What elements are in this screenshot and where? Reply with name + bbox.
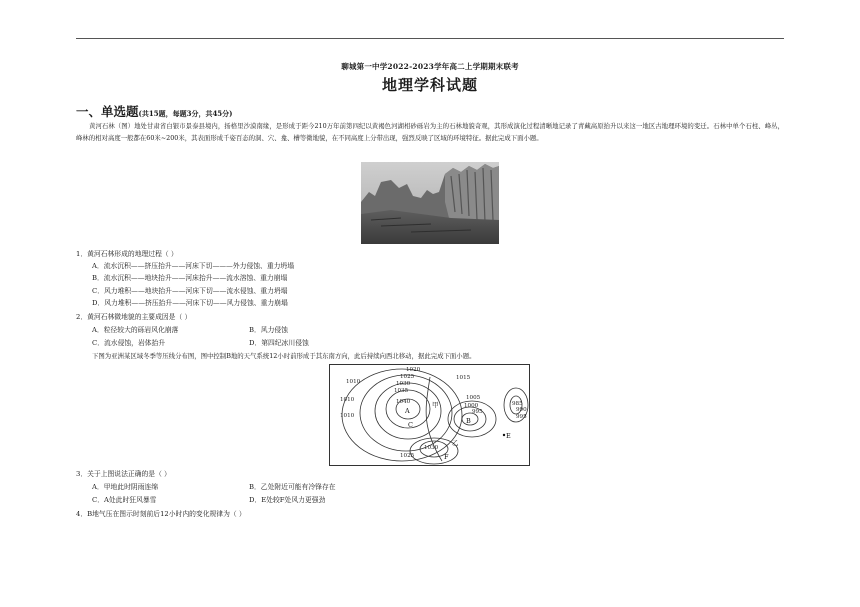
question-1-option-a[interactable]: A．流水沉积——挤压抬升——河床下切———外力侵蚀、重力坍塌	[92, 262, 295, 270]
isobar-label: 1030	[424, 445, 439, 451]
header-rule	[76, 38, 784, 39]
isobar-label: 985	[512, 401, 523, 407]
question-3-stem: 3．关于上图说法正确的是（ ）	[76, 470, 171, 478]
question-2-option-d[interactable]: D．第四纪冰川侵蚀	[249, 339, 309, 347]
map-point-e: E	[506, 432, 511, 440]
exam-school-line: 聊城第一中学2022-2023学年高二上学期期末联考	[341, 62, 519, 71]
isobar-label: 1005	[466, 395, 481, 401]
passage-isobar-map: 下图为亚洲某区域冬季等压线分布图，图中控制B地的天气系统12小时前形成于其东南方向，此后持续向西北移动，据此完成下面小题。	[92, 352, 476, 360]
isobar-label: 1025	[400, 374, 415, 380]
isobar-label: 1025	[400, 453, 415, 459]
isobar-label: 995	[472, 409, 483, 415]
stone-forest-photo-art	[361, 162, 499, 244]
section-heading	[76, 101, 233, 120]
question-3-option-a[interactable]: A．甲地此时阴雨连绵	[92, 483, 159, 491]
isobar-label: 1010	[346, 379, 361, 385]
question-2-option-c[interactable]: C．流水侵蚀，岩体抬升	[92, 339, 166, 347]
question-3-option-c[interactable]: C．A处此时狂风暴雪	[92, 496, 157, 504]
question-2-option-a[interactable]: A．粒径较大的砾岩风化崩落	[92, 326, 179, 334]
section-note: (共15题，每题3分，共45分)	[138, 109, 233, 118]
isobar-label: 1010	[340, 397, 355, 403]
isobar-label: 1030	[396, 381, 411, 387]
isobar-label: 1010	[340, 413, 355, 419]
isobar-label: 995	[516, 414, 527, 420]
question-4-stem: 4．B地气压在图示时刻前后12小时内的变化规律为（ ）	[76, 510, 246, 518]
question-2-option-b[interactable]: B．风力侵蚀	[249, 326, 288, 334]
question-3-option-b[interactable]: B．乙处附近可能有冷锋存在	[249, 483, 336, 491]
map-point-yi: 乙	[452, 439, 459, 447]
question-3-option-d[interactable]: D．E处较F处风力更强劲	[249, 496, 326, 504]
map-point-b: B	[466, 417, 471, 425]
isobar-map	[329, 364, 530, 466]
map-point-jia: 甲	[432, 401, 439, 409]
question-1-option-d[interactable]: D．风力堆积——挤压抬升——河床下切——风力侵蚀、重力崩塌	[92, 299, 288, 307]
isobar-label: 1035	[394, 388, 409, 394]
isobar-map-art	[330, 365, 529, 465]
exam-title: 地理学科试题	[381, 76, 478, 94]
passage-stone-forest: 黄河石林（图）地处甘肃省白银市景泰县境内，扬格里沙漠南缘，是形成于距今210万年前第四纪以黄褐色河湖相砂砾岩为主的石林地貌奇观，其形成演化过程清晰地记录了青藏高原抬升以来这一地区古地理环境的变迁。石林中单个石柱、峰丛，峰林的相对高度一般都在60米~200米，其表面形成千姿百态的洞、穴、龛、槽等微地貌，在不同高度上分带出现，强烈反映了区域的环境特征。据此完成下面小题。	[76, 122, 784, 142]
section-title: 一、单选题	[76, 104, 139, 119]
question-1-option-b[interactable]: B．流水沉积——地块抬升——河床抬升——流水溶蚀、重力崩塌	[92, 274, 288, 282]
map-point-f: F	[444, 453, 449, 461]
question-2-stem: 2．黄河石林微地貌的主要成因是（ ）	[76, 313, 192, 321]
map-point-a: A	[405, 407, 410, 415]
map-point-c: C	[408, 421, 413, 429]
question-1-option-c[interactable]: C．风力堆积——地块抬升——河床下切——流水侵蚀、重力坍塌	[92, 287, 288, 295]
stone-forest-photo	[361, 162, 499, 244]
isobar-label: 990	[516, 407, 527, 413]
isobar-label: 1020	[406, 367, 421, 373]
isobar-label: 1040	[396, 399, 411, 405]
question-1-stem: 1．黄河石林形成的地理过程（ ）	[76, 250, 178, 258]
isobar-label: 1015	[456, 375, 471, 381]
isobar-label: 1000	[464, 403, 479, 409]
